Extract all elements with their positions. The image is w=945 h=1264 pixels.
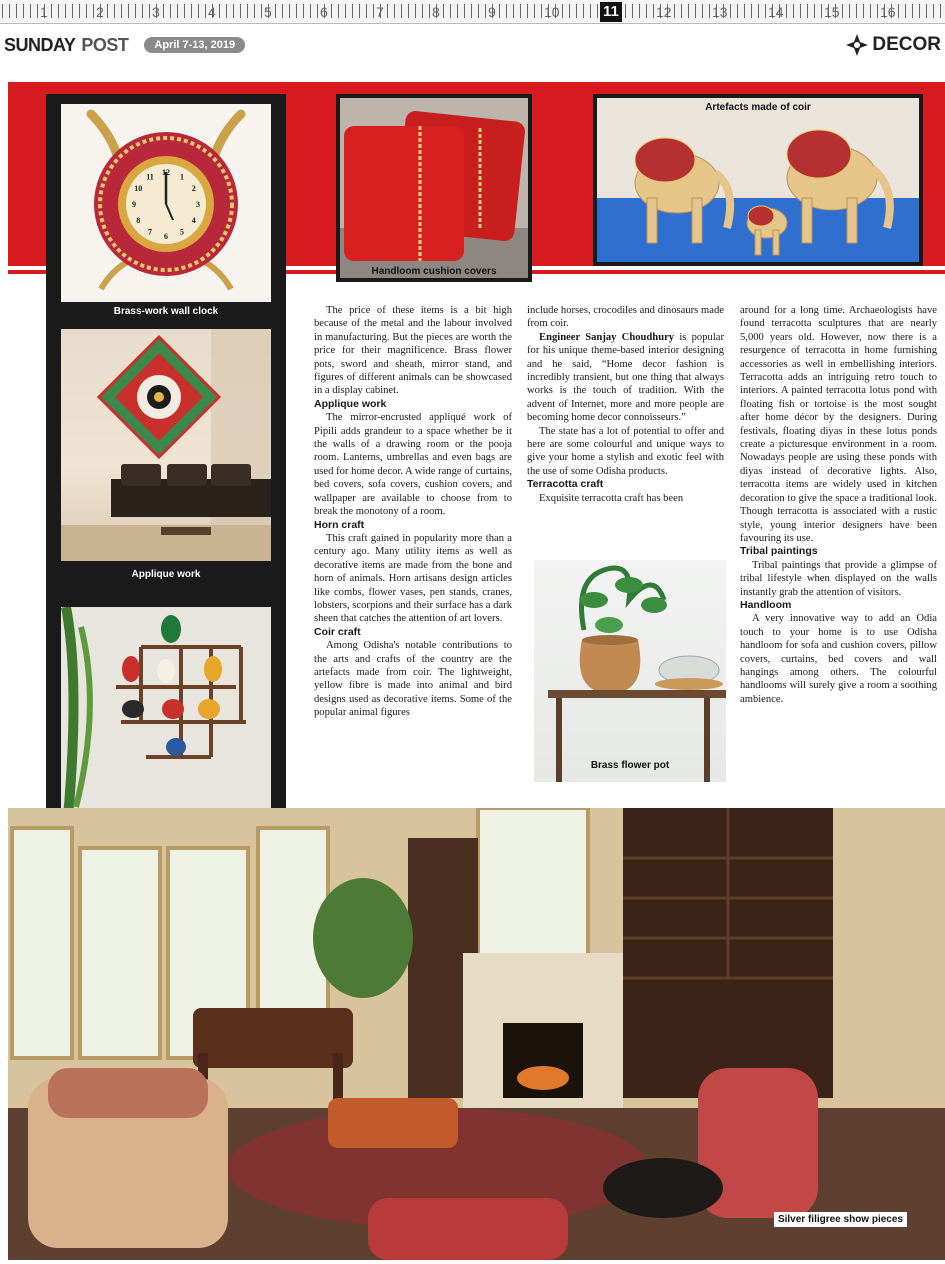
ruler-tick <box>289 4 290 18</box>
paragraph: Tribal paintings that provide a glimpse of tribal lifestyle when displayed on the walls instantly grab the attention of visitors. <box>740 559 937 598</box>
ruler-tick <box>807 4 808 18</box>
ruler-tick <box>653 4 654 18</box>
ruler-tick <box>590 4 591 18</box>
ruler-tick <box>499 4 500 18</box>
brand-post: POST <box>81 34 129 55</box>
ruler-number: 4 <box>208 4 216 20</box>
ruler-tick <box>919 4 920 18</box>
ruler-tick <box>135 4 136 18</box>
ruler-tick <box>226 4 227 18</box>
ruler-tick <box>730 4 731 18</box>
article-column-3 <box>740 304 937 706</box>
ruler-tick <box>688 4 689 18</box>
paragraph: include horses, crocodiles and dinosaurs made from coir. <box>527 305 724 330</box>
ruler-tick <box>303 4 304 18</box>
ruler-tick <box>562 4 563 18</box>
ruler-tick <box>940 4 941 18</box>
ruler-tick <box>912 4 913 18</box>
clock-numeral: 11 <box>146 172 154 182</box>
ruler-tick <box>2 4 3 18</box>
ruler-tick <box>394 4 395 18</box>
ruler-tick <box>163 4 164 18</box>
ruler-tick <box>177 4 178 18</box>
article-column-2 <box>527 304 724 505</box>
subhead-terracotta: Terracotta craft <box>527 478 604 491</box>
left-photo-column <box>46 94 286 870</box>
ruler-tick <box>842 4 843 18</box>
ruler-tick <box>373 4 374 18</box>
masthead <box>4 32 245 58</box>
clock-numeral: 10 <box>134 184 143 193</box>
clock-numeral: 7 <box>148 227 152 237</box>
caption-brasspot: Brass flower pot <box>590 760 670 771</box>
ruler-tick <box>254 4 255 18</box>
ruler-tick <box>352 4 353 18</box>
ruler-tick <box>821 4 822 18</box>
ruler-tick <box>37 4 38 18</box>
ruler-tick <box>86 4 87 18</box>
subhead-coir: Coir craft <box>314 625 361 638</box>
ruler-tick <box>429 4 430 18</box>
ruler-tick <box>709 4 710 18</box>
paragraph: The state has a lot of potential to offer and here are some colourful and unique ways to give your home a stylish and exotic feel with the use of some Odisha products. <box>527 425 724 477</box>
ruler-number: 11 <box>600 2 622 22</box>
ruler-tick <box>79 4 80 18</box>
ruler-tick <box>583 4 584 18</box>
ruler-tick <box>387 4 388 18</box>
ruler-tick <box>65 4 66 18</box>
section-title: DECOR <box>872 34 941 55</box>
ruler-tick <box>51 4 52 18</box>
subhead-tribal: Tribal paintings <box>740 545 818 558</box>
ruler-tick <box>30 4 31 18</box>
ruler-tick <box>198 4 199 18</box>
clock-numeral: 2 <box>191 184 196 193</box>
ruler-tick <box>569 4 570 18</box>
ruler-tick <box>261 4 262 18</box>
ruler-tick <box>863 4 864 18</box>
cushion-covers-photo <box>336 94 532 282</box>
ruler-tick <box>765 4 766 18</box>
ruler-tick <box>170 4 171 18</box>
clock-numeral: 3 <box>196 200 200 209</box>
ruler-tick <box>632 4 633 18</box>
subhead-handloom: Handloom <box>740 598 792 611</box>
ruler-number: 5 <box>264 4 272 20</box>
paragraph: A very innovative way to add an Odia touch to your home is to use Odisha handloom for sofa and cushion covers, pillow covers, curtains, bed covers and wall hangings among others. The colourful handlooms will surely give a room a soothing ambience. <box>740 613 937 705</box>
living-room-photo <box>8 808 945 1260</box>
ruler-tick <box>408 4 409 18</box>
ruler-number: 3 <box>152 4 160 20</box>
ruler-tick <box>464 4 465 18</box>
ruler-tick <box>240 4 241 18</box>
clock-numeral: 9 <box>132 200 136 209</box>
ruler-number: 8 <box>432 4 440 20</box>
ruler-tick <box>9 4 10 18</box>
caption-clock: Brass-work wall clock <box>113 306 219 317</box>
ruler-tick <box>366 4 367 18</box>
clock-numeral: 8 <box>136 216 141 225</box>
ruler-number: 15 <box>824 4 840 20</box>
ruler-tick <box>478 4 479 18</box>
ruler-tick <box>233 4 234 18</box>
brass-flower-pot-photo <box>534 560 726 782</box>
ruler-tick <box>933 4 934 18</box>
ruler-tick <box>107 4 108 18</box>
ruler-tick <box>93 4 94 18</box>
clock-numeral: 4 <box>191 216 196 225</box>
ruler-tick <box>877 4 878 18</box>
ruler-tick <box>793 4 794 18</box>
ruler-tick <box>457 4 458 18</box>
ruler-tick <box>296 4 297 18</box>
ruler-tick <box>275 4 276 18</box>
ruler-tick <box>695 4 696 18</box>
ruler-tick <box>114 4 115 18</box>
ruler-tick <box>520 4 521 18</box>
ruler-number: 6 <box>320 4 328 20</box>
subhead-horn: Horn craft <box>314 518 365 531</box>
ruler-tick <box>149 4 150 18</box>
clock-numeral: 6 <box>164 232 168 241</box>
ruler-tick <box>513 4 514 18</box>
paragraph: Among Odisha's notable contributions to the arts and crafts of the country are the artefacts made from coir. The lightweight, yellow fibre is made into animal and bird designs used as decorative items. Some of the popular animal figures <box>314 640 512 719</box>
paragraph: This craft gained in popularity more than a century ago. Many utility items as well as decorative items are made from the bone and horn of animals. Horn artisans design articles like combs, flower vases, pen stands, cranes, lobsters, scorpions and their surface has a dark sheen that catches the attention of art lovers. <box>314 532 512 625</box>
clock-numeral: 1 <box>180 172 184 182</box>
ruler-tick <box>737 4 738 18</box>
ruler-tick <box>247 4 248 18</box>
brass-clock-photo <box>61 104 271 302</box>
compass-ornament-icon <box>846 34 868 56</box>
ruler-tick <box>506 4 507 18</box>
ruler-tick <box>219 4 220 18</box>
ruler-tick <box>422 4 423 18</box>
subhead-applique: Applique work <box>314 397 387 410</box>
ruler-tick <box>814 4 815 18</box>
ruler-tick <box>121 4 122 18</box>
ruler-tick <box>471 4 472 18</box>
clock-numeral: 5 <box>180 227 184 237</box>
ruler-tick <box>541 4 542 18</box>
clock-numeral: 12 <box>162 168 170 177</box>
ruler-tick <box>128 4 129 18</box>
section-tag <box>846 34 941 56</box>
ruler-tick <box>898 4 899 18</box>
ruler-tick <box>142 4 143 18</box>
ruler-number: 12 <box>656 4 672 20</box>
ruler-tick <box>345 4 346 18</box>
ruler-number: 1 <box>40 4 48 20</box>
ruler-tick <box>16 4 17 18</box>
ruler-tick <box>646 4 647 18</box>
applique-work-photo <box>61 329 271 561</box>
ruler-tick <box>800 4 801 18</box>
page-ruler <box>0 0 945 24</box>
paragraph-text: is popular for his unique theme-based interior designing and he said, “Home decor fashion is incredibly transient, but one thing that always works is the touch of tradition. With the advent of Internet, more and more people are becoming home decor connoisseurs.” <box>527 331 724 424</box>
ruler-tick <box>597 4 598 18</box>
ruler-number: 13 <box>712 4 728 20</box>
quoted-name: Engineer Sanjay Choudhury <box>539 331 675 343</box>
ruler-tick <box>72 4 73 18</box>
ruler-tick <box>23 4 24 18</box>
caption-coir: Artefacts made of coir <box>705 102 811 113</box>
ruler-number: 9 <box>488 4 496 20</box>
ruler-tick <box>625 4 626 18</box>
ruler-tick <box>758 4 759 18</box>
coir-elephants-photo <box>593 94 923 266</box>
ruler-tick <box>849 4 850 18</box>
ruler-tick <box>338 4 339 18</box>
ruler-tick <box>674 4 675 18</box>
ruler-tick <box>310 4 311 18</box>
ruler-number: 7 <box>376 4 384 20</box>
issue-date: April 7-13, 2019 <box>144 37 245 53</box>
caption-silver: Silver filigree show pieces <box>774 1212 907 1227</box>
paragraph: around for a long time. Archaeologists have found terracotta sculptures that are nearly 5,000 years old. However, now there is a resurgence of terracotta in home furnishing accessories as well in embellishing interiors. Terracotta adds an intriguing retro touch to interiors. A painted terracotta lotus pond with floating fish or tortoise is the most sought after home décor by the designers. During festivals, floating diyas in these lotus ponds create a picturesque environment in a room. Nowadays people are using these ponds with diyas instead of decorative lights. Also, terracotta items are widely used in kitchen decoration to give the space a traditional look. Though terracotta is associated with a rustic style, young interior designers have been favouring its use. <box>740 305 937 544</box>
paragraph: The price of these items is a bit high because of the metal and the labour involved in manufacturing. But the pieces are worth the price for their magnificence. Brass flower pots, sword and sheath, mirror stand, and figures of different animals can be showcased in a display cabinet. <box>314 305 512 397</box>
ruler-tick <box>870 4 871 18</box>
ruler-tick <box>576 4 577 18</box>
ruler-tick <box>856 4 857 18</box>
ruler-tick <box>639 4 640 18</box>
ruler-tick <box>184 4 185 18</box>
ruler-tick <box>744 4 745 18</box>
ruler-tick <box>926 4 927 18</box>
ruler-tick <box>282 4 283 18</box>
ruler-tick <box>786 4 787 18</box>
caption-applique: Applique work <box>131 569 201 580</box>
ruler-tick <box>205 4 206 18</box>
ruler-tick <box>681 4 682 18</box>
ruler-tick <box>485 4 486 18</box>
ruler-tick <box>450 4 451 18</box>
paragraph: Exquisite terracotta craft has been <box>539 492 684 504</box>
paragraph: The mirror-encrusted appliqué work of Pipili adds grandeur to a space whether be it the walls of a drawing room or the pooja room. Lanterns, umbrellas and even bags are used for home decor. A wide range of curtains, bed covers, sofa covers, cushion covers, and wallpaper are available to choose from to break the monotony of a room. <box>314 412 512 518</box>
ruler-tick <box>359 4 360 18</box>
ruler-number: 16 <box>880 4 896 20</box>
ruler-number: 10 <box>544 4 560 20</box>
ruler-tick <box>317 4 318 18</box>
brand-sunday: SUNDAY <box>4 34 76 55</box>
ruler-tick <box>905 4 906 18</box>
article-column-1 <box>314 304 512 720</box>
ruler-tick <box>331 4 332 18</box>
ruler-tick <box>702 4 703 18</box>
paragraph <box>527 331 724 425</box>
terracotta-shelf-photo <box>61 607 271 839</box>
ruler-tick <box>415 4 416 18</box>
ruler-tick <box>191 4 192 18</box>
ruler-number: 2 <box>96 4 104 20</box>
ruler-tick <box>401 4 402 18</box>
ruler-tick <box>527 4 528 18</box>
ruler-number: 14 <box>768 4 784 20</box>
ruler-tick <box>534 4 535 18</box>
ruler-tick <box>58 4 59 18</box>
ruler-tick <box>443 4 444 18</box>
ruler-tick <box>751 4 752 18</box>
caption-cushion: Handloom cushion covers <box>371 266 497 277</box>
